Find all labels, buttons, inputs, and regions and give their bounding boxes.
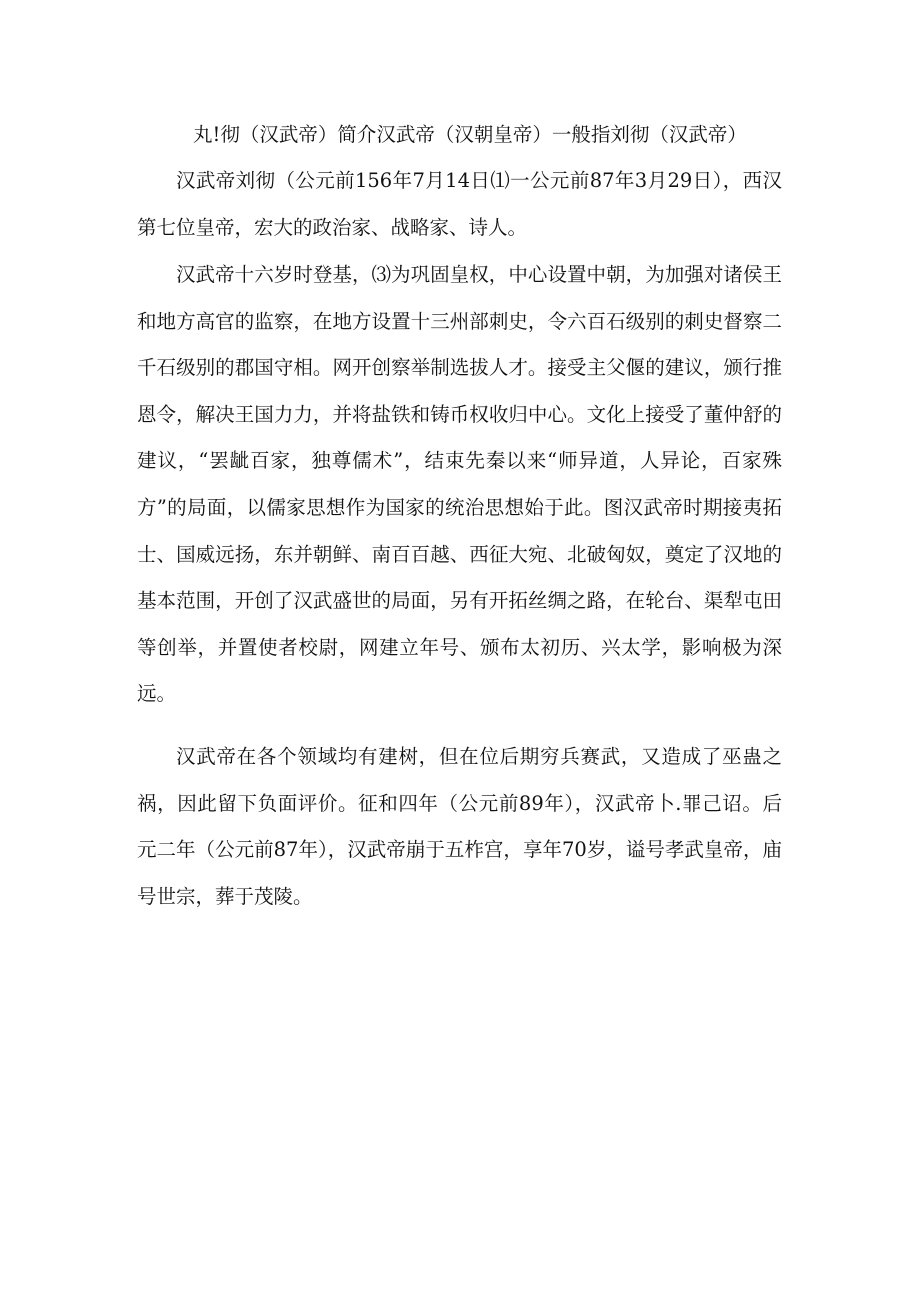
- document-title: 丸!彻（汉武帝）简介汉武帝（汉朝皇帝）一般指刘彻（汉武帝）: [193, 123, 747, 146]
- paragraph-reign: 汉武帝十六岁时登基，⑶为巩固皇权，中心设置中朝，为加强对诸侯王和地方高官的监察，在地方设置十三州部刺史，令六百石级别的刺史督察二千石级别的郡国守相。网开创察举制选拔人才。接受主父偃的建议，颁行推恩令，解决王国力力，并将盐铁和铸币权收归中心。文化上接受了董仲舒的建议，“罢龇百家，独尊儒术”，结束先秦以来“师异道，人异论，百家殊方”的局面，以儒家思想作为国家的统治思想始于此。图汉武帝时期接夷拓士、国威远扬，东并朝鲜、南百百越、西征大宛、北破匈奴，奠定了汉地的基本范围，开创了汉武盛世的局面，另有开拓丝绸之路，在轮台、渠犁屯田等创举，并置使者校尉，网建立年号、颁布太初历、兴太学，影响极为深远。: [137, 263, 782, 706]
- paragraph-intro: 汉武帝刘彻（公元前156年7月14日⑴一公元前87年3月29日），西汉第七位皇帝，宏大的政治家、战略家、诗人。: [137, 169, 782, 239]
- paragraph-legacy: 汉武帝在各个领域均有建树，但在位后期穷兵赛武，又造成了巫蛊之祸，因此留下负面评价。征和四年（公元前89年），汉武帝卜.罪己诏。后元二年（公元前87年），汉武帝崩于五柞宫，享年70岁，谥号孝武皇帝，庙号世宗，葬于茂陵。: [137, 745, 782, 908]
